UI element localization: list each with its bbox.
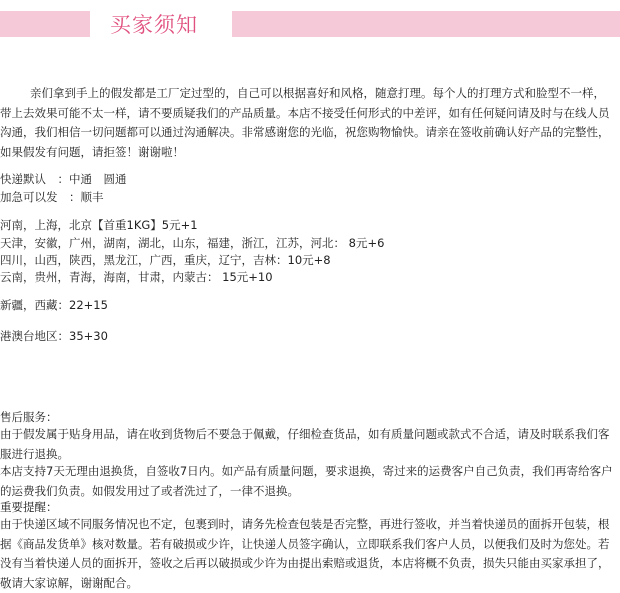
rate-xinjiang: 新疆，西藏：22+15 <box>0 298 108 312</box>
rate-line: 天津，安徽，广州，湖南，湖北，山东，福建，浙江，江苏，河北： 8元+6 <box>0 236 385 250</box>
after-sales-text: 由于假发属于贴身用品，请在收到货物后不要急于佩戴，仔细检查货品，如有质量问题或款式不合适，请及时联系我们客服进行退换。 <box>0 427 610 461</box>
notice-header <box>0 0 620 50</box>
header-bar-left <box>0 11 90 37</box>
after-sales-policy: 本店支持7天无理由退换货，自签收7日内。如产品有质量问题，要求退换，寄过来的运费客户自己负责，我们再寄给客户的运费我们负责。如假发用过了或者洗过了，一律不退换。 <box>0 464 613 498</box>
rate-line: 四川，山西，陕西，黑龙江，广西，重庆，辽宁，吉林：10元+8 <box>0 253 331 267</box>
rate-line: 河南，上海，北京【首重1KG】5元+1 <box>0 218 198 232</box>
page-title: 买家须知 <box>110 13 198 37</box>
reminder-heading: 重要提醒： <box>0 500 58 514</box>
intro-paragraph: 亲们拿到手上的假发都是工厂定过型的，自己可以根据喜好和风格，随意打理。每个人的打理方式和脸型不一样，带上去效果可能不太一样，请不要质疑我们的产品质量。本店不接受任何形式的中差评，如有任何疑问请及时与在线人员沟通，我们相信一切问题都可以通过沟通解决。非常感谢您的光临，祝您购物愉快。请亲在签收前确认好产品的完整性，如果假发有问题，请拒签！谢谢啦！ <box>0 86 610 159</box>
header-bar-right <box>232 11 620 37</box>
shipping-default: 快递默认 ：中通 圆通 <box>0 172 127 186</box>
reminder-text: 由于快递区域不同服务情况也不定，包裹到时，请务先检查包装是否完整，再进行签收，并当着快递员的面拆开包装，根据《商品发货单》核对数量。若有破损或少许，让快递人员签字确认，立即联系我们客户人员，以便我们及时为您处。若没有当着快递人员的面拆开，签收之后再以破损或少许为由提出索赔或退货，本店将概不负责，损失只能由买家承担了，敬请大家谅解，谢谢配合。 <box>0 517 610 590</box>
shipping-extra: 加急可以发 ：顺丰 <box>0 190 104 204</box>
after-sales-heading: 售后服务： <box>0 410 58 424</box>
rate-hk: 港澳台地区：35+30 <box>0 329 108 343</box>
rate-line: 云南，贵州，青海，海南，甘肃，内蒙古： 15元+10 <box>0 270 273 284</box>
